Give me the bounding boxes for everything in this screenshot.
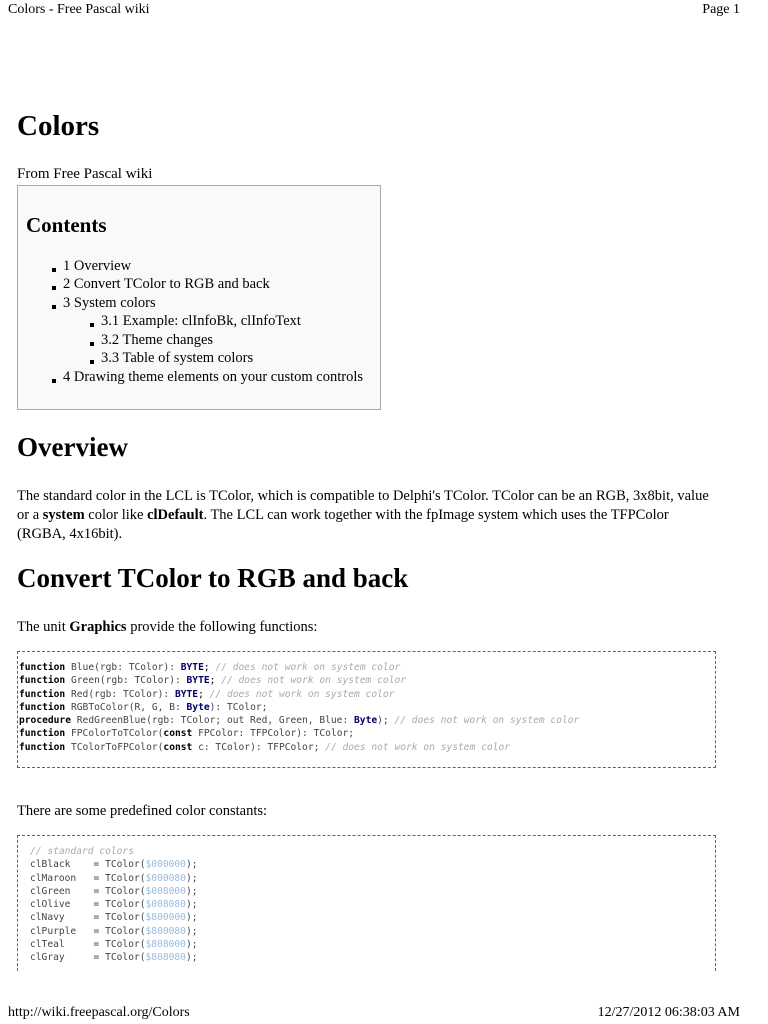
from-wiki-subtitle: From Free Pascal wiki — [17, 166, 153, 182]
code-comment: // does not work on system color — [209, 688, 395, 700]
overview-text-3: . The LCL can work together with the fpImage system which uses the TFPColor (RGBA, 4x16bit). — [17, 507, 669, 542]
code-text: ); — [377, 715, 389, 727]
keyword: procedure — [19, 715, 71, 727]
code-text: ); — [185, 859, 198, 871]
code-text: ); — [185, 899, 198, 911]
hex-value: $000080 — [145, 872, 186, 884]
keyword: function — [19, 741, 66, 753]
code-text: = TColor( — [93, 899, 146, 911]
code-comment: // does not work on system color — [221, 675, 407, 687]
print-footer-timestamp: 12/27/2012 06:38:03 AM — [597, 1005, 740, 1020]
keyword: function — [19, 701, 66, 713]
keyword: const — [163, 741, 193, 753]
code-text: ); — [185, 925, 198, 937]
code-text: = TColor( — [93, 925, 146, 937]
code-type: Byte — [186, 701, 210, 713]
overview-text-2: color like — [84, 507, 148, 523]
code-text: = TColor( — [93, 872, 146, 884]
overview-text-1: The standard color in the LCL is TColor, which is compatible to Delphi's TColor. TColor can be an RGB, 3x8bit, value or a — [17, 488, 709, 523]
constant-name: clOlive — [30, 899, 71, 911]
code-text: FPColor: TFPColor): TColor; — [198, 728, 355, 740]
code-text: = TColor( — [93, 952, 146, 964]
toc-item-convert-tcolor[interactable]: 2 Convert TColor to RGB and back — [63, 276, 270, 292]
code-text: = TColor( — [93, 885, 146, 897]
section-heading-overview: Overview — [17, 432, 128, 462]
hex-value: $808080 — [145, 952, 186, 964]
keyword: function — [19, 728, 66, 740]
print-header-page-number: Page 1 — [702, 2, 740, 17]
convert-intro-text-2: provide the following functions: — [126, 619, 318, 635]
code-comment: // does not work on system color — [325, 741, 511, 753]
overview-bold-system: system — [42, 507, 85, 523]
code-text: RedGreenBlue(rgb: TColor; out Red, Green, Blue: — [76, 715, 355, 727]
page-title: Colors — [17, 110, 100, 142]
table-of-contents — [17, 185, 381, 410]
print-header-title: Colors - Free Pascal wiki — [8, 2, 150, 17]
constant-name: clPurple — [30, 925, 77, 937]
constant-name: clGreen — [30, 885, 71, 897]
code-comment: // standard colors — [30, 846, 134, 857]
convert-intro-text-1: The unit — [17, 619, 70, 635]
code-comment: // does not work on system color — [394, 715, 580, 727]
code-type: BYTE — [180, 662, 204, 673]
keyword: function — [19, 688, 66, 700]
code-comment: // does not work on system color — [215, 662, 401, 673]
code-text: ): TColor; — [209, 701, 268, 713]
toc-item-theme-changes[interactable]: 3.2 Theme changes — [101, 332, 214, 348]
hex-value: $800080 — [145, 925, 186, 937]
keyword: function — [19, 662, 66, 673]
constant-name: clTeal — [30, 939, 65, 951]
toc-item-table-system-colors[interactable]: 3.3 Table of system colors — [101, 350, 254, 366]
code-text: c: TColor): TFPColor; — [198, 741, 320, 753]
hex-value: $800000 — [145, 912, 186, 924]
code-text: ); — [185, 872, 198, 884]
code-type: BYTE — [186, 675, 210, 687]
code-text: Green(rgb: TColor): — [71, 675, 187, 687]
overview-bold-cldefault: clDefault — [147, 507, 204, 523]
toc-item-drawing-theme-elements[interactable]: 4 Drawing theme elements on your custom controls — [63, 369, 364, 385]
convert-intro — [17, 618, 717, 637]
code-type: Byte — [354, 715, 378, 727]
code-text: Red(rgb: TColor): — [71, 688, 175, 700]
hex-value: $008080 — [145, 899, 186, 911]
constant-name: clMaroon — [30, 872, 77, 884]
toc-title: Contents — [26, 213, 107, 237]
keyword: function — [19, 675, 66, 687]
code-text: ); — [185, 939, 198, 951]
hex-value: $808000 — [145, 939, 186, 951]
toc-item-overview[interactable]: 1 Overview — [63, 258, 132, 274]
keyword: const — [163, 728, 193, 740]
code-text: FPColorToTColor( — [71, 728, 164, 740]
code-block-color-constants — [17, 835, 716, 971]
code-block-functions: function Blue(rgb: TColor): BYTE; // does not work on system color function Green(rgb: TColor): BYTE; // does not work on system color function Red(rgb: TColor): BYTE; // does not work on system color function RGBToColor(R, G, B: Byte): TColor; procedure RedGreenBlue(rgb: TColor; out Red, Green, Blue: Byte); // does not work on system color function FPColorToTColor(const FPColor: TFPColor): TColor; function TColorToFPColor(const c: TColor): TFPColor; // does not work on system color — [17, 651, 716, 768]
code-text: = TColor( — [93, 912, 146, 924]
convert-intro-graphics: Graphics — [69, 619, 127, 635]
section-heading-convert: Convert TColor to RGB and back — [17, 563, 409, 593]
print-footer-url[interactable]: http://wiki.freepascal.org/Colors — [8, 1005, 190, 1020]
constant-name: clNavy — [30, 912, 65, 924]
toc-item-system-colors[interactable]: 3 System colors — [63, 295, 156, 311]
code-text: = TColor( — [93, 939, 146, 951]
code-text: = TColor( — [93, 859, 146, 871]
code-text: ); — [185, 885, 198, 897]
code-text: Blue(rgb: TColor): — [71, 662, 181, 673]
constant-name: clGray — [30, 952, 65, 964]
overview-paragraph — [17, 487, 717, 544]
code-type: BYTE — [174, 688, 199, 700]
hex-value: $000000 — [145, 859, 186, 871]
hex-value: $008000 — [145, 885, 186, 897]
code-text: RGBToColor(R, G, B: — [71, 701, 187, 713]
constants-intro: There are some predefined color constants: — [17, 803, 268, 819]
code-text: ); — [185, 952, 198, 964]
constant-name: clBlack — [30, 859, 71, 871]
code-text: TColorToFPColor( — [71, 741, 164, 753]
toc-item-example-clinfobk[interactable]: 3.1 Example: clInfoBk, clInfoText — [101, 313, 301, 329]
code-text: ); — [185, 912, 198, 924]
